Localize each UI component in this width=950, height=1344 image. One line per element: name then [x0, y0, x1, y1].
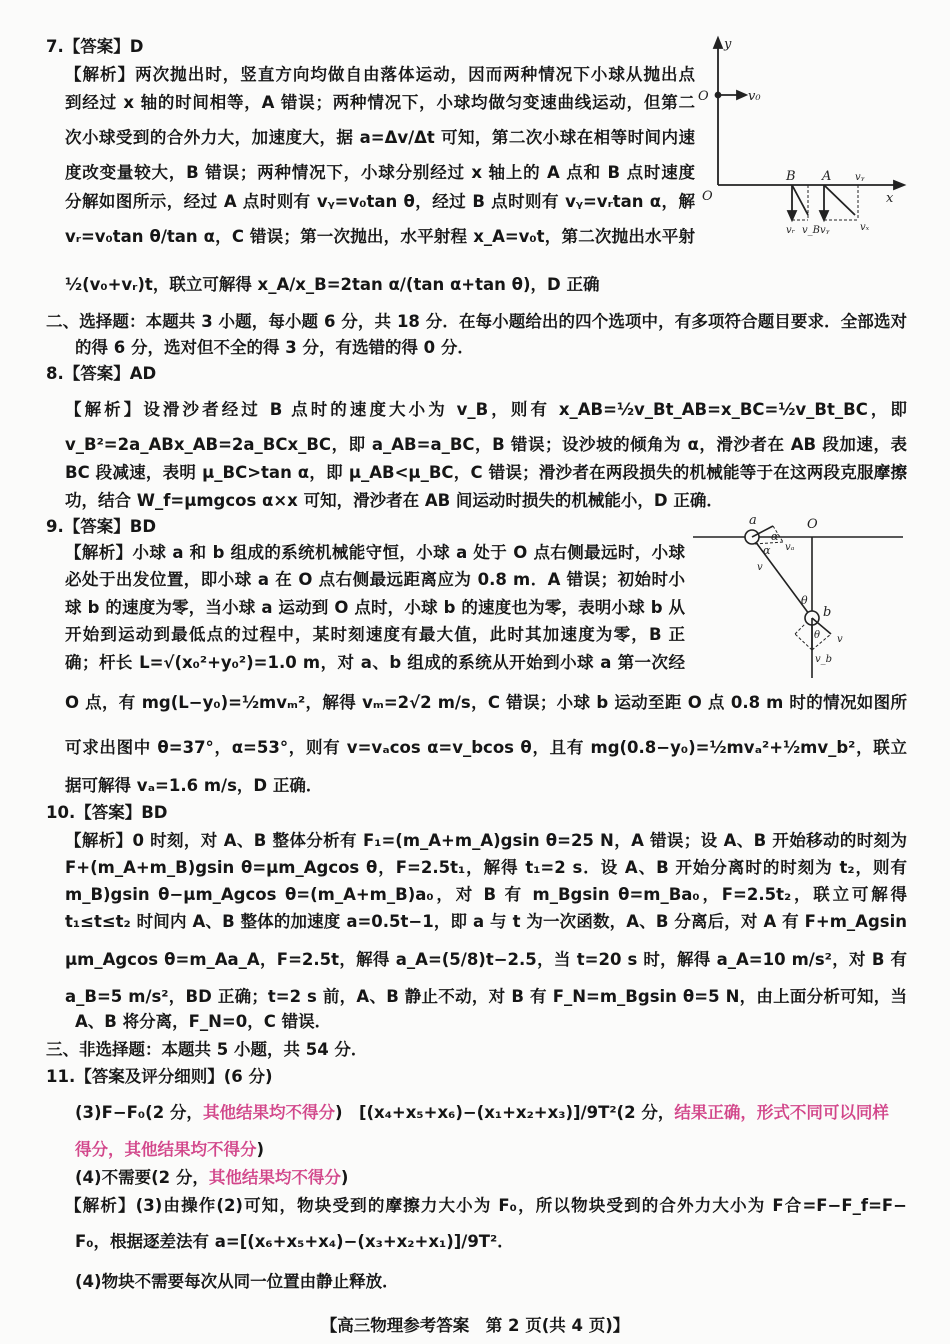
q10-answer-title: 10.【答案】BD — [46, 803, 168, 822]
fig-label-vr: vᵣ — [786, 225, 796, 236]
q7-velocity-figure — [690, 30, 915, 240]
q11-analysis-line: F₀，根据逐差法有 a=[(x₆+x₅+x₄)−(x₃+x₂+x₁)]/9T²． — [75, 1232, 514, 1251]
q7-answer-title: 7.【答案】D — [46, 37, 144, 56]
q9-analysis-line: 可求出图中 θ=37°，α=53°，则有 v=vₐcos α=v_bcos θ，且有 mg(0.8−y₀)=½mvₐ²+½mv_b²，联立 — [65, 738, 907, 757]
q10-analysis-line: F+(m_A+m_B)gsin θ=μm_Agcos θ，F=2.5t₁，解得 t₁=2 s．设 A、B 开始分离时的时刻为 t₂，则有 — [65, 858, 907, 877]
q9-rod-figure — [685, 508, 910, 683]
q9-analysis-line: 【解析】小球 a 和 b 组成的系统机械能守恒，小球 a 处于 O 点右侧最远时，小球 — [65, 543, 685, 562]
q11-answer-title: 11.【答案及评分细则】(6 分) — [46, 1067, 273, 1086]
section-2-heading-cont: 的得 6 分，选对但不全的得 3 分，有选错的得 0 分． — [75, 338, 474, 357]
fig-label-b: B — [786, 169, 796, 184]
q9-analysis-line: 必处于出发位置，即小球 a 在 O 点右侧最远距离应为 0.8 m．A 错误；初始时小 — [65, 570, 685, 589]
q11-part3-answer-cont — [75, 1139, 264, 1161]
fig-label-vy1: vᵧ — [820, 225, 830, 236]
fig-label-vb: v_B — [802, 225, 820, 236]
q9-answer-title: 9.【答案】BD — [46, 517, 157, 536]
q10-analysis-line: A、B 将分离，F_N=0，C 错误． — [75, 1012, 332, 1031]
fig-label-va: vₐ — [785, 542, 795, 553]
q10-analysis-line: 【解析】0 时刻，对 A、B 整体分析有 F₁=(m_A+m_A)gsin θ=25 N，A 错误；设 A、B 开始移动的时刻为 — [65, 831, 907, 850]
fig-label-v1: v — [757, 562, 763, 573]
fig-label-a: A — [822, 169, 832, 184]
fig-label-v2: v — [837, 634, 843, 645]
fig-label-theta1: θ — [801, 594, 808, 607]
fig-label-vb: v_b — [815, 654, 833, 665]
q9-analysis-line: 确；杆长 L=√(x₀²+y₀²)=1.0 m，对 a、b 组成的系统从开始到小球 a 第一次经 — [65, 653, 685, 672]
q7-analysis-line: 【解析】两次抛出时，竖直方向均做自由落体运动，因而两种情况下小球从抛出点 — [65, 65, 695, 84]
q9-analysis-line: 据可解得 vₐ=1.6 m/s，D 正确． — [65, 776, 323, 795]
fig-label-y: y — [724, 37, 732, 52]
q7-analysis-line: 度改变量较大，B 错误；两种情况下，小球分别经过 x 轴上的 A 点和 B 点时速度 — [65, 163, 695, 182]
fig-label-o-top: O — [698, 89, 709, 104]
q11-part3-note3: 得分，其他结果均不得分 — [75, 1140, 257, 1159]
q8-answer-title: 8.【答案】AD — [46, 364, 157, 383]
q7-analysis-line: 到经过 x 轴的时间相等，A 错误；两种情况下，小球均做匀变速曲线运动，但第二 — [65, 93, 695, 112]
q11-part3-note2: 结果正确，形式不同可以同样 — [674, 1103, 889, 1122]
fig-label-a: a — [749, 513, 757, 528]
q7-analysis-line: ½(v₀+vᵣ)t，联立可解得 x_A/x_B=2tan α/(tan α+tan θ)，D 正确 — [65, 275, 600, 294]
q7-analysis-line: vᵣ=v₀tan θ/tan α，C 错误；第一次抛出，水平射程 x_A=v₀t，第二次抛出水平射 — [65, 227, 695, 246]
q11-analysis-line: 【解析】(3)由操作(2)可知，物块受到的摩擦力大小为 F₀，所以物块受到的合外力大小为 F合=F−F_f=F− — [65, 1196, 907, 1215]
q8-analysis-line: 【解析】设滑沙者经过 B 点时的速度大小为 v_B，则有 x_AB=½v_Bt_AB=x_BC=½v_Bt_BC，即 — [65, 400, 907, 419]
q8-analysis-line: BC 段减速，表明 μ_BC>tan α，即 μ_AB<μ_BC，C 错误；滑沙者在两段损失的机械能等于在这两段克服摩擦 — [65, 463, 907, 482]
q11-part4-note: 其他结果均不得分 — [208, 1168, 341, 1187]
q8-analysis-line: 功，结合 W_f=μmgcos α×x 可知，滑沙者在 AB 间运动时损失的机械能小，D 正确． — [65, 491, 723, 510]
q11-part3-note: 其他结果均不得分 — [202, 1103, 335, 1122]
q11-part4-text: (4)不需要(2 分， — [75, 1168, 209, 1187]
q9-analysis-line: O 点，有 mg(L−y₀)=½mvₘ²，解得 vₘ=2√2 m/s，C 错误；小球 b 运动至距 O 点 0.8 m 时的情况如图所 — [65, 693, 907, 712]
q9-analysis-line: 开始到运动到最低点的过程中，某时刻速度有最大值，此时其加速度为零，B 正 — [65, 625, 685, 644]
fig-label-theta2: θ — [814, 630, 821, 641]
fig-label-vx: vₓ — [860, 222, 870, 233]
fig-label-o: O — [807, 517, 818, 532]
fig-label-alpha1: α — [771, 530, 779, 543]
fig-label-alpha2: α — [763, 544, 771, 557]
page-footer: 【高三物理参考答案 第 2 页(共 4 页)】 — [320, 1316, 630, 1335]
fig-label-v0: v₀ — [748, 89, 761, 104]
q11-part3-formula: ) [(x₄+x₅+x₆)−(x₁+x₂+x₃)]/9T²(2 分， — [334, 1103, 675, 1122]
q9-analysis-line: 球 b 的速度为零，当小球 a 运动到 O 点时，小球 b 的速度也为零，表明小球 b 从 — [65, 598, 685, 617]
q8-analysis-line: v_B²=2a_ABx_AB=2a_BCx_BC，即 a_AB=a_BC，B 错误；设沙坡的倾角为 α，滑沙者在 AB 段加速，表 — [65, 435, 907, 454]
q7-analysis-line: 分解如图所示，经过 A 点时则有 vᵧ=v₀tan θ，经过 B 点时则有 vᵧ=vᵣtan α，解 — [65, 192, 695, 211]
section-2-heading: 二、选择题：本题共 3 小题，每小题 6 分，共 18 分．在每小题给出的四个选项中，有多项符合题目要求．全部选对 — [46, 312, 907, 331]
q11-part4-answer — [75, 1167, 348, 1189]
section-3-heading: 三、非选择题：本题共 5 小题，共 54 分． — [46, 1040, 368, 1059]
q11-part4-close: ) — [340, 1168, 349, 1187]
q7-analysis-line: 次小球受到的合外力大，加速度大，据 a=Δv/Δt 可知，第二次小球在相等时间内速 — [65, 128, 695, 147]
q10-analysis-line: μm_Agcos θ=m_Aa_A，F=2.5t，解得 a_A=(5/8)t−2.5，当 t=20 s 时，解得 a_A=10 m/s²，对 B 有 — [65, 950, 907, 969]
fig-label-x: x — [886, 191, 894, 206]
q11-analysis-line: (4)物块不需要每次从同一位置由静止释放． — [75, 1272, 399, 1291]
fig-label-b: b — [823, 605, 832, 620]
q11-part3-close: ) — [256, 1140, 265, 1159]
fig-label-vy2: vᵧ — [855, 172, 865, 183]
q10-analysis-line: t₁≤t≤t₂ 时间内 A、B 整体的加速度 a=0.5t−1，即 a 与 t 为一次函数，A、B 分离后，对 A 有 F+m_Agsin — [65, 912, 907, 931]
q11-part3-answer — [75, 1102, 889, 1124]
fig-label-o: O — [702, 189, 713, 204]
q11-part3-text: (3)F−F₀(2 分， — [75, 1103, 203, 1122]
q10-analysis-line: a_B=5 m/s²，BD 正确；t=2 s 前，A、B 静止不动，对 B 有 F_N=m_Bgsin θ=5 N，由上面分析可知，当 — [65, 987, 907, 1006]
q10-analysis-line: m_B)gsin θ−μm_Agcos θ=(m_A+m_B)a₀，对 B 有 m_Bgsin θ=m_Ba₀，F=2.5t₂，联立可解得 — [65, 885, 907, 904]
